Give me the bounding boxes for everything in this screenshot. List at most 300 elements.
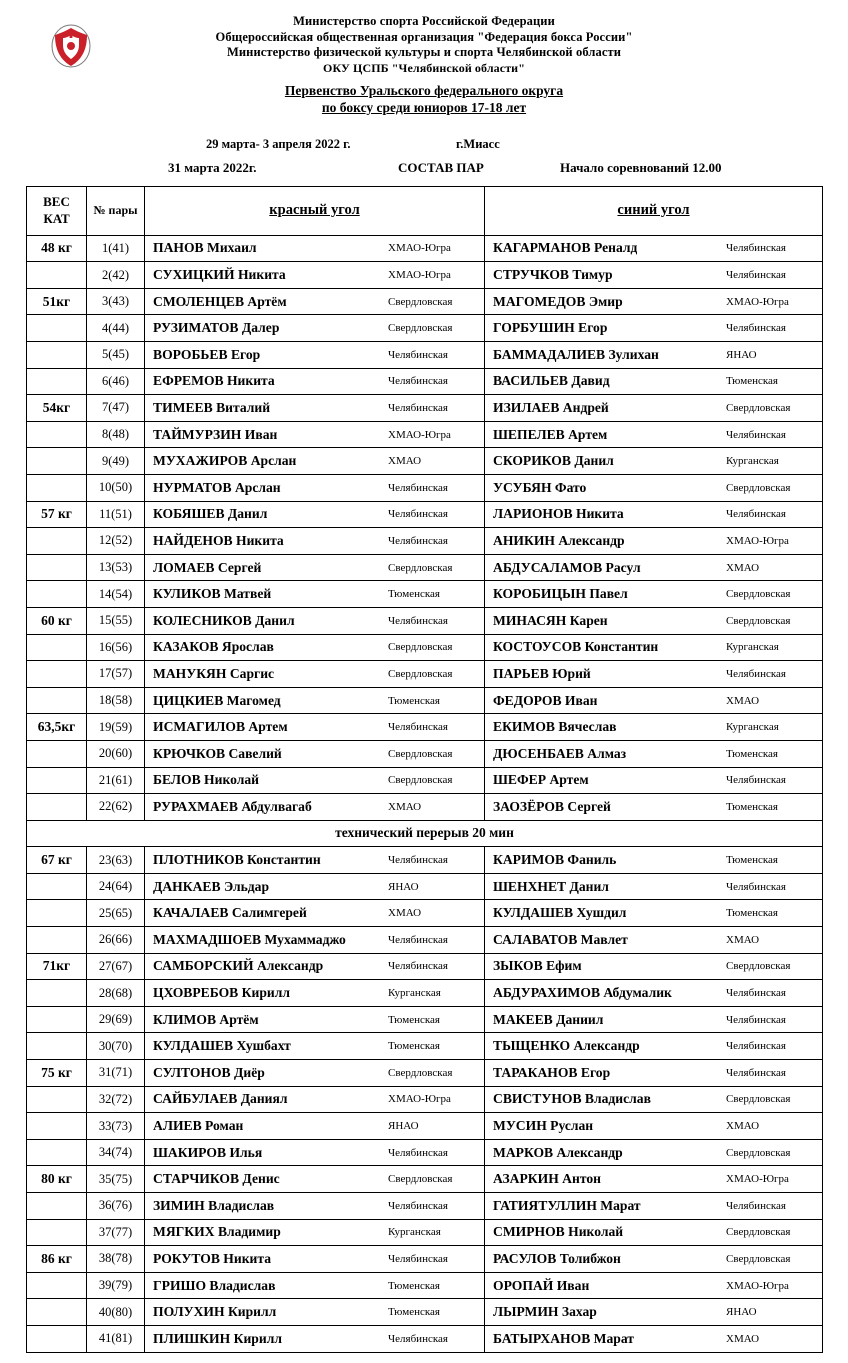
blue-corner-content — [485, 900, 822, 926]
pair-number-cell: 4(44) — [87, 315, 145, 342]
table-row — [27, 634, 823, 661]
blue-corner-cell — [485, 1166, 823, 1193]
blue-corner-cell — [485, 1219, 823, 1246]
weight-category-cell — [27, 528, 87, 555]
red-corner-cell — [145, 1060, 485, 1087]
table-row — [27, 1139, 823, 1166]
red-fighter-region: Курганская — [388, 987, 441, 1000]
red-corner-cell — [145, 607, 485, 634]
red-corner-content — [145, 1060, 484, 1086]
weight-category-cell: 71кг — [27, 953, 87, 980]
blue-corner-cell — [485, 767, 823, 794]
column-header-weight-line1: ВЕС — [43, 194, 70, 210]
blue-fighter-region: Тюменская — [726, 800, 778, 813]
weight-category-cell — [27, 1325, 87, 1352]
blue-fighter-region: Курганская — [726, 721, 779, 734]
red-corner-content — [145, 900, 484, 926]
red-corner-cell — [145, 740, 485, 767]
blue-corner-content — [485, 475, 822, 501]
red-fighter-region: Тюменская — [388, 1279, 440, 1292]
weight-category-cell: 86 кг — [27, 1246, 87, 1273]
blue-fighter-name: ФЕДОРОВ Иван — [493, 692, 598, 708]
blue-fighter-name: ВАСИЛЬЕВ Давид — [493, 373, 610, 389]
header-federation-line: Общероссийская общественная организация "Федерация бокса России" — [215, 29, 633, 44]
red-corner-content — [145, 1220, 484, 1246]
weight-category-cell: 75 кг — [27, 1060, 87, 1087]
blue-fighter-name: МИНАСЯН Карен — [493, 612, 608, 628]
blue-fighter-region: Курганская — [726, 641, 779, 654]
blue-corner-cell — [485, 740, 823, 767]
red-corner-content — [145, 236, 484, 262]
column-header-weight — [27, 186, 87, 235]
pair-number-cell: 3(43) — [87, 288, 145, 315]
red-fighter-name: ЕФРЕМОВ Никита — [153, 373, 275, 389]
red-fighter-name: МАНУКЯН Саргис — [153, 665, 275, 681]
red-fighter-region: ХМАО-Югра — [388, 269, 451, 282]
blue-corner-content — [485, 528, 822, 554]
red-corner-content — [145, 289, 484, 315]
red-fighter-region: Челябинская — [388, 1252, 448, 1265]
red-corner-content — [145, 555, 484, 581]
weight-category-cell — [27, 554, 87, 581]
blue-fighter-region: Челябинская — [726, 1040, 786, 1053]
weight-category-cell — [27, 1272, 87, 1299]
event-date-row — [26, 137, 822, 152]
weight-category-cell — [27, 342, 87, 369]
blue-corner-cell — [485, 262, 823, 289]
blue-fighter-region: Тюменская — [726, 854, 778, 867]
table-row — [27, 953, 823, 980]
blue-fighter-name: АНИКИН Александр — [493, 532, 625, 548]
red-corner-content — [145, 688, 484, 714]
pair-number-cell: 29(69) — [87, 1006, 145, 1033]
weight-category-cell: 48 кг — [27, 235, 87, 262]
red-fighter-name: ПЛОТНИКОВ Константин — [153, 852, 321, 868]
blue-corner-cell — [485, 395, 823, 422]
red-corner-cell — [145, 421, 485, 448]
blue-fighter-name: МАГОМЕДОВ Эмир — [493, 293, 623, 309]
red-corner-cell — [145, 501, 485, 528]
technical-break-row — [27, 820, 823, 847]
red-corner-cell — [145, 1246, 485, 1273]
red-corner-content — [145, 1166, 484, 1192]
blue-fighter-region: Челябинская — [726, 880, 786, 893]
red-fighter-region: Тюменская — [388, 1040, 440, 1053]
column-header-blue-corner-label: синий угол — [617, 202, 690, 219]
blue-fighter-region: Тюменская — [726, 907, 778, 920]
red-fighter-region: ХМАО — [388, 455, 422, 468]
header-ministry-line: Министерство спорта Российской Федерации — [293, 14, 555, 28]
table-row — [27, 1006, 823, 1033]
red-corner-cell — [145, 661, 485, 688]
pairs-table — [26, 186, 823, 1353]
header-organization-line: ОКУ ЦСПБ "Челябинской области" — [323, 60, 525, 75]
red-fighter-region: Челябинская — [388, 1146, 448, 1159]
blue-fighter-region: Челябинская — [726, 987, 786, 1000]
table-row — [27, 528, 823, 555]
blue-corner-content — [485, 1193, 822, 1219]
red-fighter-name: ПОЛУХИН Кирилл — [153, 1304, 277, 1320]
red-corner-cell — [145, 980, 485, 1007]
blue-fighter-region: Свердловская — [726, 588, 791, 601]
blue-corner-cell — [485, 953, 823, 980]
blue-fighter-region: Свердловская — [726, 960, 791, 973]
red-fighter-name: МАХМАДШОЕВ Мухаммаджо — [153, 931, 346, 947]
blue-corner-content — [485, 847, 822, 873]
red-fighter-region: Свердловская — [388, 295, 453, 308]
blue-corner-cell — [485, 528, 823, 555]
red-corner-cell — [145, 1272, 485, 1299]
red-fighter-region: ХМАО — [388, 907, 422, 920]
red-fighter-name: ЛОМАЕВ Сергей — [153, 559, 262, 575]
blue-corner-content — [485, 1033, 822, 1059]
blue-fighter-region: ХМАО-Югра — [726, 1279, 789, 1292]
red-fighter-region: Челябинская — [388, 854, 448, 867]
weight-category-cell — [27, 1006, 87, 1033]
red-corner-cell — [145, 1299, 485, 1326]
red-corner-content — [145, 927, 484, 953]
red-fighter-region: ХМАО — [388, 800, 422, 813]
blue-corner-cell — [485, 1086, 823, 1113]
blue-fighter-region: Свердловская — [726, 1252, 791, 1265]
red-fighter-name: СТАРЧИКОВ Денис — [153, 1171, 280, 1187]
blue-corner-cell — [485, 1006, 823, 1033]
red-fighter-region: Свердловская — [388, 774, 453, 787]
red-corner-content — [145, 847, 484, 873]
table-row — [27, 1033, 823, 1060]
blue-corner-content — [485, 688, 822, 714]
blue-fighter-name: АБДУРАХИМОВ Абдумалик — [493, 985, 672, 1001]
red-fighter-region: Свердловская — [388, 1173, 453, 1186]
blue-fighter-region: ХМАО-Югра — [726, 1173, 789, 1186]
blue-fighter-region: ХМАО-Югра — [726, 534, 789, 547]
table-row — [27, 474, 823, 501]
red-fighter-name: НУРМАТОВ Арслан — [153, 479, 281, 495]
weight-category-cell — [27, 687, 87, 714]
red-corner-cell — [145, 1086, 485, 1113]
red-corner-content — [145, 1273, 484, 1299]
table-row — [27, 262, 823, 289]
blue-corner-cell — [485, 1033, 823, 1060]
red-corner-content — [145, 1193, 484, 1219]
weight-category-cell: 63,5кг — [27, 714, 87, 741]
red-fighter-region: Челябинская — [388, 1199, 448, 1212]
red-fighter-region: Тюменская — [388, 1306, 440, 1319]
event-title-line2: по боксу среди юниоров 17-18 лет — [321, 99, 527, 115]
red-fighter-name: САМБОРСКИЙ Александр — [153, 958, 324, 974]
red-fighter-name: ИСМАГИЛОВ Артем — [153, 719, 288, 735]
red-fighter-name: СМОЛЕНЦЕВ Артём — [153, 293, 287, 309]
red-corner-cell — [145, 1325, 485, 1352]
blue-corner-cell — [485, 235, 823, 262]
weight-category-cell — [27, 634, 87, 661]
red-corner-content — [145, 954, 484, 980]
table-row — [27, 368, 823, 395]
red-corner-cell — [145, 235, 485, 262]
blue-corner-cell — [485, 1299, 823, 1326]
table-row — [27, 900, 823, 927]
blue-corner-cell — [485, 1060, 823, 1087]
blue-corner-cell — [485, 448, 823, 475]
red-fighter-region: Челябинская — [388, 1332, 448, 1345]
table-row — [27, 235, 823, 262]
blue-fighter-name: ПАРЬЕВ Юрий — [493, 665, 591, 681]
blue-corner-cell — [485, 1193, 823, 1220]
red-corner-content — [145, 1299, 484, 1325]
pair-number-cell: 9(49) — [87, 448, 145, 475]
blue-corner-content — [485, 315, 822, 341]
weight-category-cell — [27, 767, 87, 794]
red-fighter-region: Челябинская — [388, 960, 448, 973]
red-corner-cell — [145, 315, 485, 342]
table-row — [27, 288, 823, 315]
blue-corner-cell — [485, 634, 823, 661]
red-fighter-name: ГРИШО Владислав — [153, 1277, 276, 1293]
blue-fighter-name: ЕКИМОВ Вячеслав — [493, 719, 617, 735]
red-fighter-region: Тюменская — [388, 588, 440, 601]
red-corner-content — [145, 475, 484, 501]
pair-number-cell: 21(61) — [87, 767, 145, 794]
red-corner-cell — [145, 368, 485, 395]
red-fighter-name: МУХАЖИРОВ Арслан — [153, 453, 297, 469]
pair-number-cell: 13(53) — [87, 554, 145, 581]
pair-number-cell: 11(51) — [87, 501, 145, 528]
table-row — [27, 714, 823, 741]
blue-fighter-name: ТЫЩЕНКО Александр — [493, 1038, 640, 1054]
header-region-ministry-line: Министерство физической культуры и спорта Челябинской области — [226, 45, 622, 60]
red-fighter-name: БЕЛОВ Николай — [153, 772, 259, 788]
red-fighter-region: Свердловская — [388, 1066, 453, 1079]
blue-fighter-name: КОСТОУСОВ Константин — [493, 639, 659, 655]
blue-corner-cell — [485, 873, 823, 900]
red-corner-content — [145, 395, 484, 421]
red-corner-cell — [145, 873, 485, 900]
column-header-red-corner-label: красный угол — [269, 202, 360, 219]
red-fighter-region: Тюменская — [388, 1013, 440, 1026]
blue-corner-content — [485, 1140, 822, 1166]
red-corner-content — [145, 1033, 484, 1059]
red-fighter-region: Челябинская — [388, 375, 448, 388]
blue-fighter-name: ЛАРИОНОВ Никита — [493, 506, 624, 522]
blue-corner-content — [485, 927, 822, 953]
blue-fighter-region: ЯНАО — [726, 348, 757, 361]
table-row — [27, 687, 823, 714]
table-row — [27, 448, 823, 475]
blue-corner-cell — [485, 847, 823, 874]
blue-fighter-name: СТРУЧКОВ Тимур — [493, 267, 613, 283]
red-corner-content — [145, 502, 484, 528]
weight-category-cell — [27, 262, 87, 289]
red-fighter-name: ЗИМИН Владислав — [153, 1197, 275, 1213]
blue-fighter-region: Челябинская — [726, 774, 786, 787]
table-row — [27, 927, 823, 954]
blue-fighter-name: КУЛДАШЕВ Хушдил — [493, 905, 627, 921]
red-corner-cell — [145, 395, 485, 422]
blue-corner-cell — [485, 1246, 823, 1273]
blue-fighter-name: ЗАОЗЁРОВ Сергей — [493, 798, 611, 814]
red-fighter-name: АЛИЕВ Роман — [153, 1118, 244, 1134]
pair-number-cell: 40(80) — [87, 1299, 145, 1326]
blue-fighter-name: СКОРИКОВ Данил — [493, 453, 614, 469]
pair-number-cell: 31(71) — [87, 1060, 145, 1087]
pair-number-cell: 35(75) — [87, 1166, 145, 1193]
column-header-pair-number — [87, 186, 145, 235]
blue-corner-cell — [485, 315, 823, 342]
blue-corner-content — [485, 1273, 822, 1299]
red-fighter-region: Челябинская — [388, 401, 448, 414]
red-corner-content — [145, 1113, 484, 1139]
column-header-blue-corner — [485, 186, 823, 235]
weight-category-cell — [27, 1033, 87, 1060]
red-fighter-name: СУХИЦКИЙ Никита — [153, 267, 286, 283]
blue-corner-content — [485, 1166, 822, 1192]
red-corner-cell — [145, 847, 485, 874]
pair-number-cell: 8(48) — [87, 421, 145, 448]
pair-number-cell: 14(54) — [87, 581, 145, 608]
blue-corner-content — [485, 741, 822, 767]
pair-number-cell: 18(58) — [87, 687, 145, 714]
blue-corner-cell — [485, 927, 823, 954]
red-corner-content — [145, 1326, 484, 1352]
blue-fighter-name: АБДУСАЛАМОВ Расул — [493, 559, 641, 575]
weight-category-cell — [27, 368, 87, 395]
blue-corner-content — [485, 289, 822, 315]
red-corner-content — [145, 422, 484, 448]
red-fighter-region: ХМАО-Югра — [388, 1093, 451, 1106]
blue-corner-content — [485, 342, 822, 368]
weight-category-cell — [27, 421, 87, 448]
blue-fighter-name: МАРКОВ Александр — [493, 1144, 623, 1160]
blue-fighter-name: МАКЕЕВ Даниил — [493, 1011, 604, 1027]
pair-number-cell: 16(56) — [87, 634, 145, 661]
table-row — [27, 873, 823, 900]
red-corner-content — [145, 1246, 484, 1272]
red-fighter-region: Свердловская — [388, 322, 453, 335]
weight-category-cell — [27, 448, 87, 475]
red-corner-cell — [145, 528, 485, 555]
red-fighter-region: Челябинская — [388, 508, 448, 521]
red-fighter-region: ЯНАО — [388, 1120, 419, 1133]
red-corner-content — [145, 262, 484, 288]
red-fighter-name: КУЛИКОВ Матвей — [153, 586, 272, 602]
pair-number-cell: 24(64) — [87, 873, 145, 900]
russian-emblem-icon — [48, 22, 94, 72]
pair-number-cell: 12(52) — [87, 528, 145, 555]
blue-fighter-region: Тюменская — [726, 747, 778, 760]
blue-fighter-region: Челябинская — [726, 1013, 786, 1026]
pair-number-cell: 37(77) — [87, 1219, 145, 1246]
red-fighter-name: КЛИМОВ Артём — [153, 1011, 259, 1027]
blue-corner-cell — [485, 288, 823, 315]
red-fighter-name: РУРАХМАЕВ Абдулвагаб — [153, 798, 312, 814]
red-fighter-name: КУЛДАШЕВ Хушбахт — [153, 1038, 291, 1054]
blue-corner-content — [485, 1326, 822, 1352]
weight-category-cell — [27, 927, 87, 954]
red-corner-content — [145, 608, 484, 634]
table-row — [27, 1246, 823, 1273]
blue-fighter-name: ЗЫКОВ Ефим — [493, 958, 582, 974]
table-row — [27, 1060, 823, 1087]
red-fighter-name: ТАЙМУРЗИН Иван — [153, 426, 278, 442]
blue-corner-cell — [485, 1272, 823, 1299]
red-corner-content — [145, 342, 484, 368]
red-fighter-name: ПАНОВ Михаил — [153, 240, 257, 256]
red-fighter-name: МЯГКИХ Владимир — [153, 1224, 281, 1240]
red-fighter-region: ХМАО-Югра — [388, 428, 451, 441]
table-row — [27, 554, 823, 581]
blue-corner-content — [485, 262, 822, 288]
red-corner-cell — [145, 1193, 485, 1220]
blue-corner-content — [485, 581, 822, 607]
red-corner-content — [145, 874, 484, 900]
blue-fighter-region: Свердловская — [726, 1226, 791, 1239]
red-corner-content — [145, 448, 484, 474]
red-corner-cell — [145, 687, 485, 714]
red-fighter-region: Свердловская — [388, 747, 453, 760]
red-fighter-region: Челябинская — [388, 481, 448, 494]
red-fighter-name: ЦИЦКИЕВ Магомед — [153, 692, 281, 708]
event-dates: 29 марта- 3 апреля 2022 г. — [206, 136, 351, 151]
blue-corner-content — [485, 608, 822, 634]
weight-category-cell — [27, 794, 87, 821]
blue-corner-content — [485, 635, 822, 661]
table-row — [27, 794, 823, 821]
blue-fighter-region: Челябинская — [726, 508, 786, 521]
blue-corner-content — [485, 1007, 822, 1033]
red-corner-cell — [145, 342, 485, 369]
pair-number-cell: 34(74) — [87, 1139, 145, 1166]
blue-fighter-region: Челябинская — [726, 1199, 786, 1212]
red-corner-content — [145, 1087, 484, 1113]
blue-corner-content — [485, 1113, 822, 1139]
blue-fighter-region: ХМАО — [726, 1120, 760, 1133]
blue-fighter-region: ХМАО — [726, 694, 760, 707]
red-fighter-region: Челябинская — [388, 614, 448, 627]
blue-corner-content — [485, 794, 822, 820]
pair-number-cell: 17(57) — [87, 661, 145, 688]
blue-corner-content — [485, 555, 822, 581]
blue-fighter-name: БАТЫРХАНОВ Марат — [493, 1330, 634, 1346]
table-row — [27, 607, 823, 634]
pair-number-cell: 30(70) — [87, 1033, 145, 1060]
table-row — [27, 1272, 823, 1299]
blue-fighter-region: ХМАО — [726, 933, 760, 946]
red-fighter-region: Свердловская — [388, 561, 453, 574]
red-corner-content — [145, 714, 484, 740]
red-fighter-name: КОЛЕСНИКОВ Данил — [153, 612, 295, 628]
blue-corner-cell — [485, 1139, 823, 1166]
blue-corner-content — [485, 395, 822, 421]
table-row — [27, 980, 823, 1007]
blue-fighter-name: ШЕПЕЛЕВ Артем — [493, 426, 608, 442]
weight-category-cell — [27, 661, 87, 688]
blue-fighter-region: Челябинская — [726, 428, 786, 441]
blue-fighter-region: Курганская — [726, 455, 779, 468]
blue-fighter-name: КАГАРМАНОВ Реналд — [493, 240, 638, 256]
pair-number-cell: 26(66) — [87, 927, 145, 954]
red-fighter-name: КОБЯШЕВ Данил — [153, 506, 268, 522]
blue-fighter-region: Свердловская — [726, 481, 791, 494]
blue-fighter-name: МУСИН Руслан — [493, 1118, 594, 1134]
red-fighter-region: ХМАО-Югра — [388, 242, 451, 255]
weight-category-cell: 57 кг — [27, 501, 87, 528]
red-fighter-name: РУЗИМАТОВ Далер — [153, 320, 280, 336]
red-corner-cell — [145, 1113, 485, 1140]
blue-fighter-region: Челябинская — [726, 269, 786, 282]
blue-corner-cell — [485, 342, 823, 369]
blue-fighter-name: КОРОБИЦЫН Павел — [493, 586, 628, 602]
weight-category-cell — [27, 900, 87, 927]
